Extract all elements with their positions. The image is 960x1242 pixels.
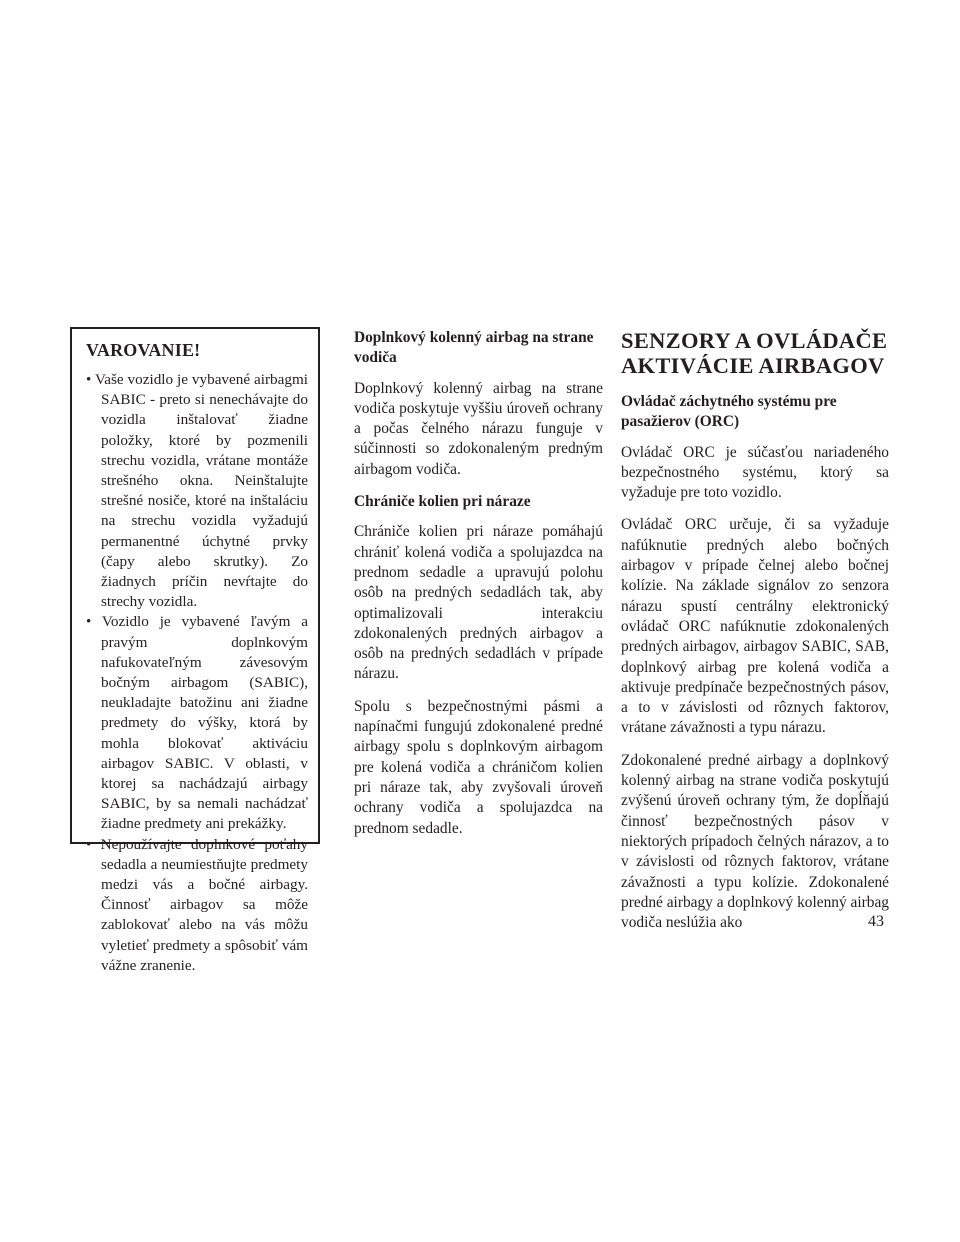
warning-title: VAROVANIE! — [86, 340, 201, 360]
knee-airbag-heading: Doplnkový kolenný airbag na strane vodiča — [354, 329, 594, 367]
warning-list — [86, 370, 308, 976]
page-number: 43 — [868, 913, 884, 930]
right-column — [621, 328, 889, 945]
orc-paragraph-2: Ovládač ORC určuje, či sa vyžaduje nafúknutie predných alebo bočných airbagov v prípade čelnej alebo bočnej kolízie. Na základe signálov zo senzora nárazu spustí centrálny elektronický ovládač ORC nafúknutie zdokonalených predných airbagov, airbagov SABIC, SAB, doplnkový airbag pre kolená vodiča a aktivuje predpínače bezpečnostných pásov, a to v závislosti od rôznych faktorov, vrátane závažnosti a typu nárazu. — [621, 516, 889, 737]
orc-paragraph-3: Zdokonalené predné airbagy a doplnkový kolenný airbag na strane vodiča poskytujú zvýšenú úroveň ochrany tým, že dopĺňajú činnosť bezpečnostných pásov v niektorých prípadoch čelných nárazov, a to v závislosti od rôznych faktorov, vrátane závažnosti a typu kolízie. Zdokonalené predné airbagy a doplnkový kolenný airbag vodiča neslúžia ako — [621, 751, 889, 932]
knee-airbag-paragraph: Doplnkový kolenný airbag na strane vodiča poskytuje vyššiu úroveň ochrany a počas čelného nárazu funguje v súčinnosti so zdokonaleným predným airbagom vodiča. — [354, 379, 603, 478]
warning-item: • Vozidlo je vybavené ľavým a pravým doplnkovým nafukovateľným závesovým bočným airbagom (SABIC), neukladajte batožinu ani žiadne predmety do výšky, ktorá by mohla blokovať aktiváciu airbagov SABIC. V oblasti, v ktorej sa nachádzajú airbagy SABIC, by sa nemali nachádzať žiadne predmety ani prekážky. — [86, 612, 308, 834]
warning-item: • Vaše vozidlo je vybavené airbagmi SABIC - preto si nenechávajte do vozidla inštalovať žiadne položky, ktoré by pozmenili strechu vozidla, vrátane montáže strešného okna. Neinštalujte strešné nosiče, ktoré na inštaláciu na strechu vozidla vyžadujú permanentné úchytné prvky (čapy alebo skrutky). Zo žiadnych príčin nevŕtajte do strechy vozidla. — [86, 370, 308, 612]
middle-column — [354, 328, 603, 851]
warning-item: • Nepoužívajte doplnkové poťahy sedadla a neumiestňujte predmety medzi vás a bočné airbagy. Činnosť airbagov sa môže zablokovať alebo na vás môžu vyletieť predmety a spôsobiť vám vážne zranenie. — [86, 835, 308, 976]
section-title: SENZORY A OVLÁDAČE AKTIVÁCIE AIRBAGOV — [621, 328, 888, 378]
knee-bolster-heading: Chrániče kolien pri náraze — [354, 493, 531, 511]
combined-protection-paragraph: Spolu s bezpečnostnými pásmi a napínačmi fungujú zdokonalené predné airbagy spolu s doplnkovým airbagom pre kolená vodiča a chráničom kolien pri náraze tak, aby zvyšovali úroveň ochrany vodiča a spolujazdca na prednom sedadle. — [354, 697, 603, 837]
knee-bolster-paragraph: Chrániče kolien pri náraze pomáhajú chrániť kolená vodiča a spolujazdca na prednom sedadle a upravujú polohu osôb na predných sedadlách tak, aby optimalizovali interakciu zdokonalených predných airbagov a osôb na predných sedadlách v prípade nárazu. — [354, 523, 603, 683]
orc-heading: Ovládač záchytného systému pre pasažierov (ORC) — [621, 393, 837, 431]
orc-paragraph-1: Ovládač ORC je súčasťou nariadeného bezpečnostného systému, ktorý sa vyžaduje pre toto vozidlo. — [621, 443, 889, 502]
warning-box — [70, 327, 320, 974]
